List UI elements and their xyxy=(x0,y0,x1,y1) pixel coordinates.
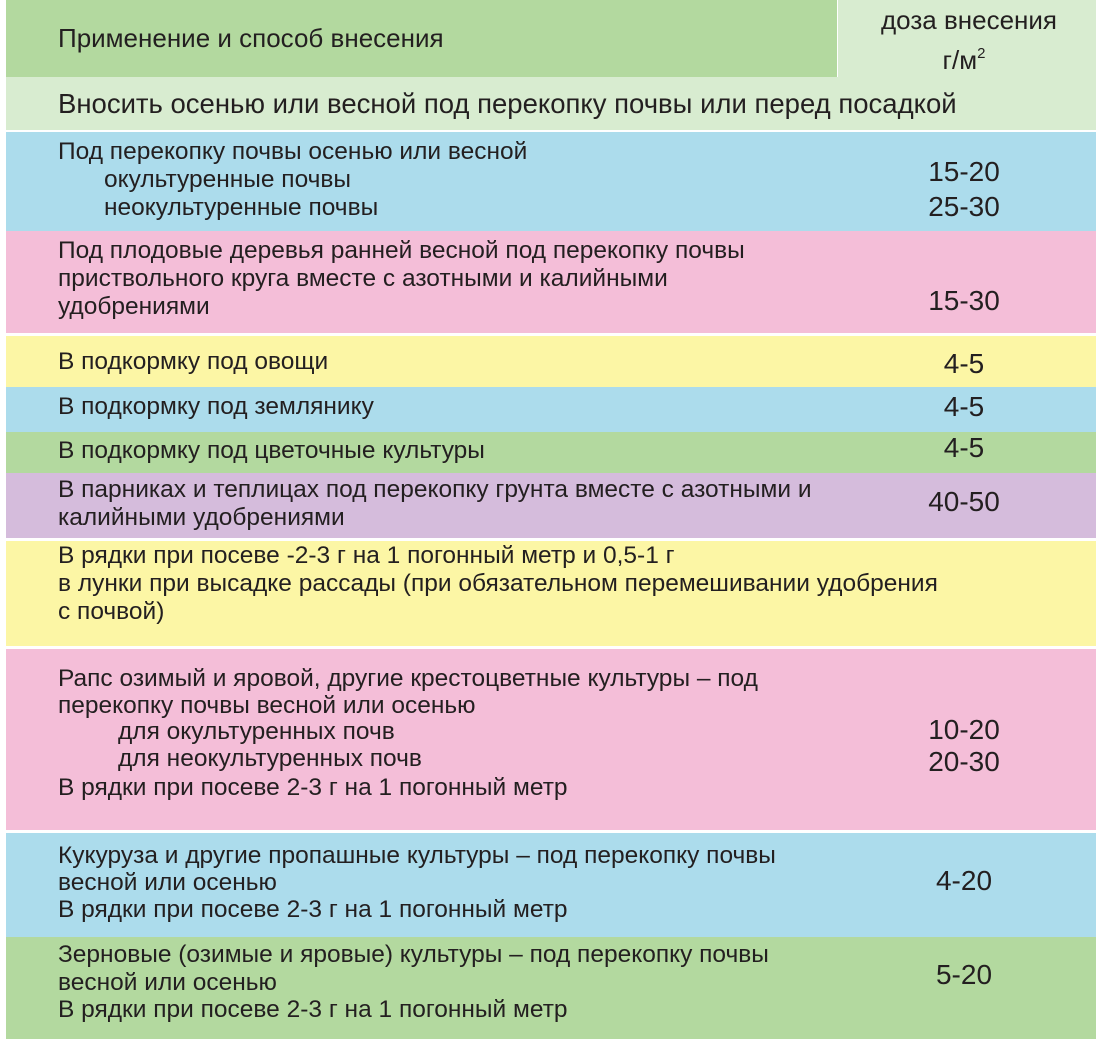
row-text-line: Под перекопку почвы осенью или весной xyxy=(58,138,528,165)
row-dose-value: 4-5 xyxy=(943,391,985,422)
row-text-line: приствольного круга вместе с азотными и калийными xyxy=(58,265,668,292)
row-text-line: для неокультуренных почв xyxy=(118,745,422,772)
row-dose-value: 40-50 xyxy=(928,486,1000,517)
row-dose-value: 4-5 xyxy=(943,348,985,379)
row-dose-value: 4-20 xyxy=(935,865,993,896)
row-text-line: В рядки при посеве 2-3 г на 1 погонный метр xyxy=(58,996,568,1023)
row-dose-value: 25-30 xyxy=(928,191,1000,222)
row-text-line: удобрениями xyxy=(58,293,210,320)
row-text-line: В рядки при посеве 2-3 г на 1 погонный метр xyxy=(58,896,568,923)
row-text-line: Под плодовые деревья ранней весной под перекопку почвы xyxy=(58,237,745,264)
row-text-line: В рядки при посеве 2-3 г на 1 погонный метр xyxy=(58,774,568,801)
row-dose-value: 4-5 xyxy=(943,432,985,463)
row-text-line: В подкормку под землянику xyxy=(58,393,374,420)
row-text-line: В подкормку под цветочные культуры xyxy=(58,437,485,464)
subheader-text: Вносить осенью или весной под перекопку почвы или перед посадкой xyxy=(58,88,957,119)
row-text-line: весной или осенью xyxy=(58,969,277,996)
row-dose-value: 15-30 xyxy=(928,285,1000,316)
row-text-line: В парниках и теплицах под перекопку грунта вместе с азотными и xyxy=(58,476,812,503)
row-text-line: весной или осенью xyxy=(58,869,277,896)
row-text-line: Рапс озимый и яровой, другие крестоцветные культуры – под xyxy=(58,665,758,692)
row-dose-value: 20-30 xyxy=(928,746,1000,777)
row-text-line: Зерновые (озимые и яровые) культуры – под перекопку почвы xyxy=(58,941,769,968)
header-dose-label: доза внесения xyxy=(881,5,1057,35)
header-dose-unit: $г/м^2$ xyxy=(942,45,986,75)
header-method-label: Применение и способ внесения xyxy=(58,23,444,53)
row-text-line: для окультуренных почв xyxy=(118,718,395,745)
row-text-line: неокультуренные почвы xyxy=(104,194,379,221)
row-text-line: В рядки при посеве -2-3 г на 1 погонный метр и 0,5-1 г xyxy=(58,542,675,569)
row-text-line: перекопку почвы весной или осенью xyxy=(58,692,476,719)
row-text-line: калийными удобрениями xyxy=(58,504,345,531)
row-text-line: с почвой) xyxy=(58,598,165,625)
row-text-line: окультуренные почвы xyxy=(104,166,352,193)
row-text-line: В подкормку под овощи xyxy=(58,348,329,375)
row-text-line: Кукуруза и другие пропашные культуры – под перекопку почвы xyxy=(58,842,776,869)
row-dose-value: 5-20 xyxy=(935,959,993,990)
row-dose-value: 15-20 xyxy=(928,156,1000,187)
row-text-line: в лунки при высадке рассады (при обязательном перемешивании удобрения xyxy=(58,570,938,597)
row-dose-value: 10-20 xyxy=(928,714,1000,745)
